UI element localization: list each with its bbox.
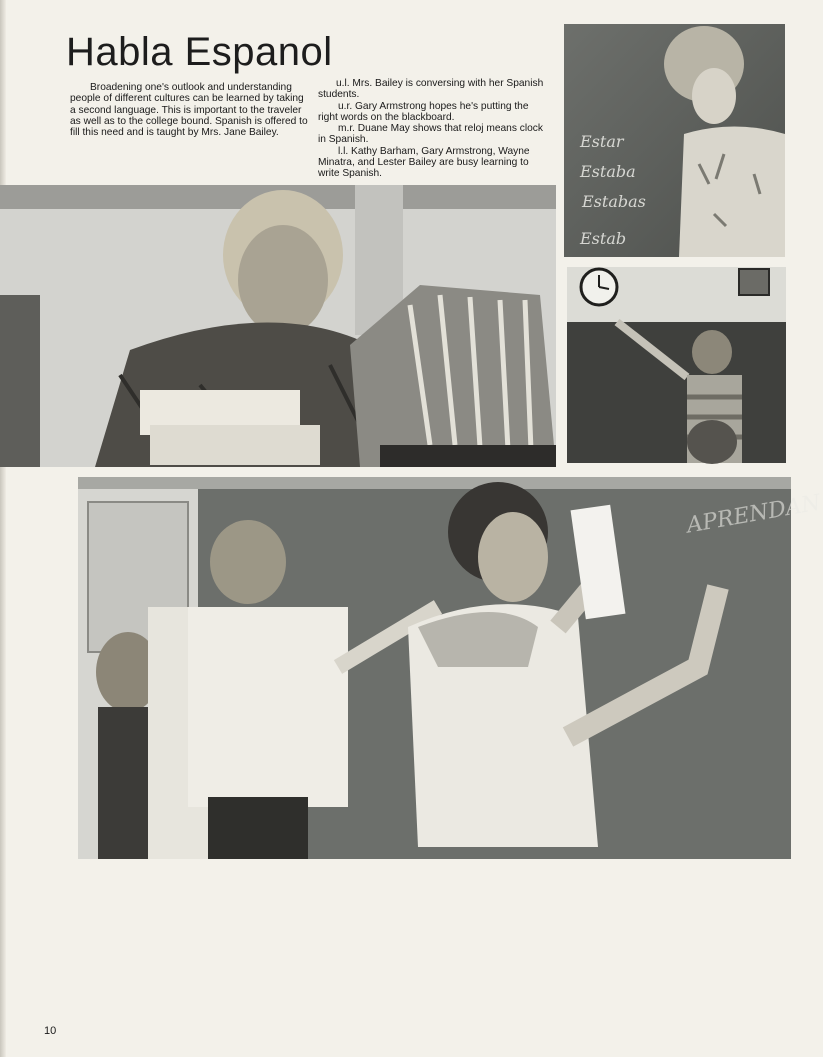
- photo-students-writing: [78, 477, 823, 859]
- caption-upper-right: u.r. Gary Armstrong hopes he's putting the right words on the blackboard.: [318, 100, 529, 123]
- page-title: Habla Espanol: [66, 30, 333, 74]
- caption-lower-left: l.l. Kathy Barham, Gary Armstrong, Wayne Minatra, and Lester Bailey are busy learning to write Spanish.: [318, 145, 530, 180]
- intro-paragraph: Broadening one's outlook and understanding people of different cultures can be learned by taking a second language. This is important to the traveler as well as to the college bound. Spanish is offered to fill this need and is taught by Mrs. Jane Bailey.: [70, 82, 308, 139]
- caption-upper-left: u.l. Mrs. Bailey is conversing with her Spanish students.: [318, 78, 544, 101]
- photo-captions: [318, 78, 550, 180]
- photo-student-blackboard: [564, 24, 785, 257]
- photo-students-writing-image: [78, 477, 791, 859]
- chalk-word-estaba: Estaba: [580, 162, 636, 181]
- page-binding-edge: [0, 0, 6, 1057]
- page-number: 10: [44, 1025, 57, 1037]
- photo-teacher-desk: [0, 185, 556, 467]
- chalk-word-aprendan: APRENDAN: [684, 490, 823, 539]
- photo-teacher-desk-image: [0, 185, 556, 467]
- caption-middle-right: m.r. Duane May shows that reloj means clock in Spanish.: [318, 123, 543, 146]
- chalk-word-estar: Estar: [580, 132, 624, 151]
- photo-student-clock: [567, 267, 786, 463]
- chalk-word-estab: Estab: [580, 229, 627, 248]
- chalk-word-estabas: Estabas: [582, 192, 646, 211]
- photo-student-clock-image: [567, 267, 786, 463]
